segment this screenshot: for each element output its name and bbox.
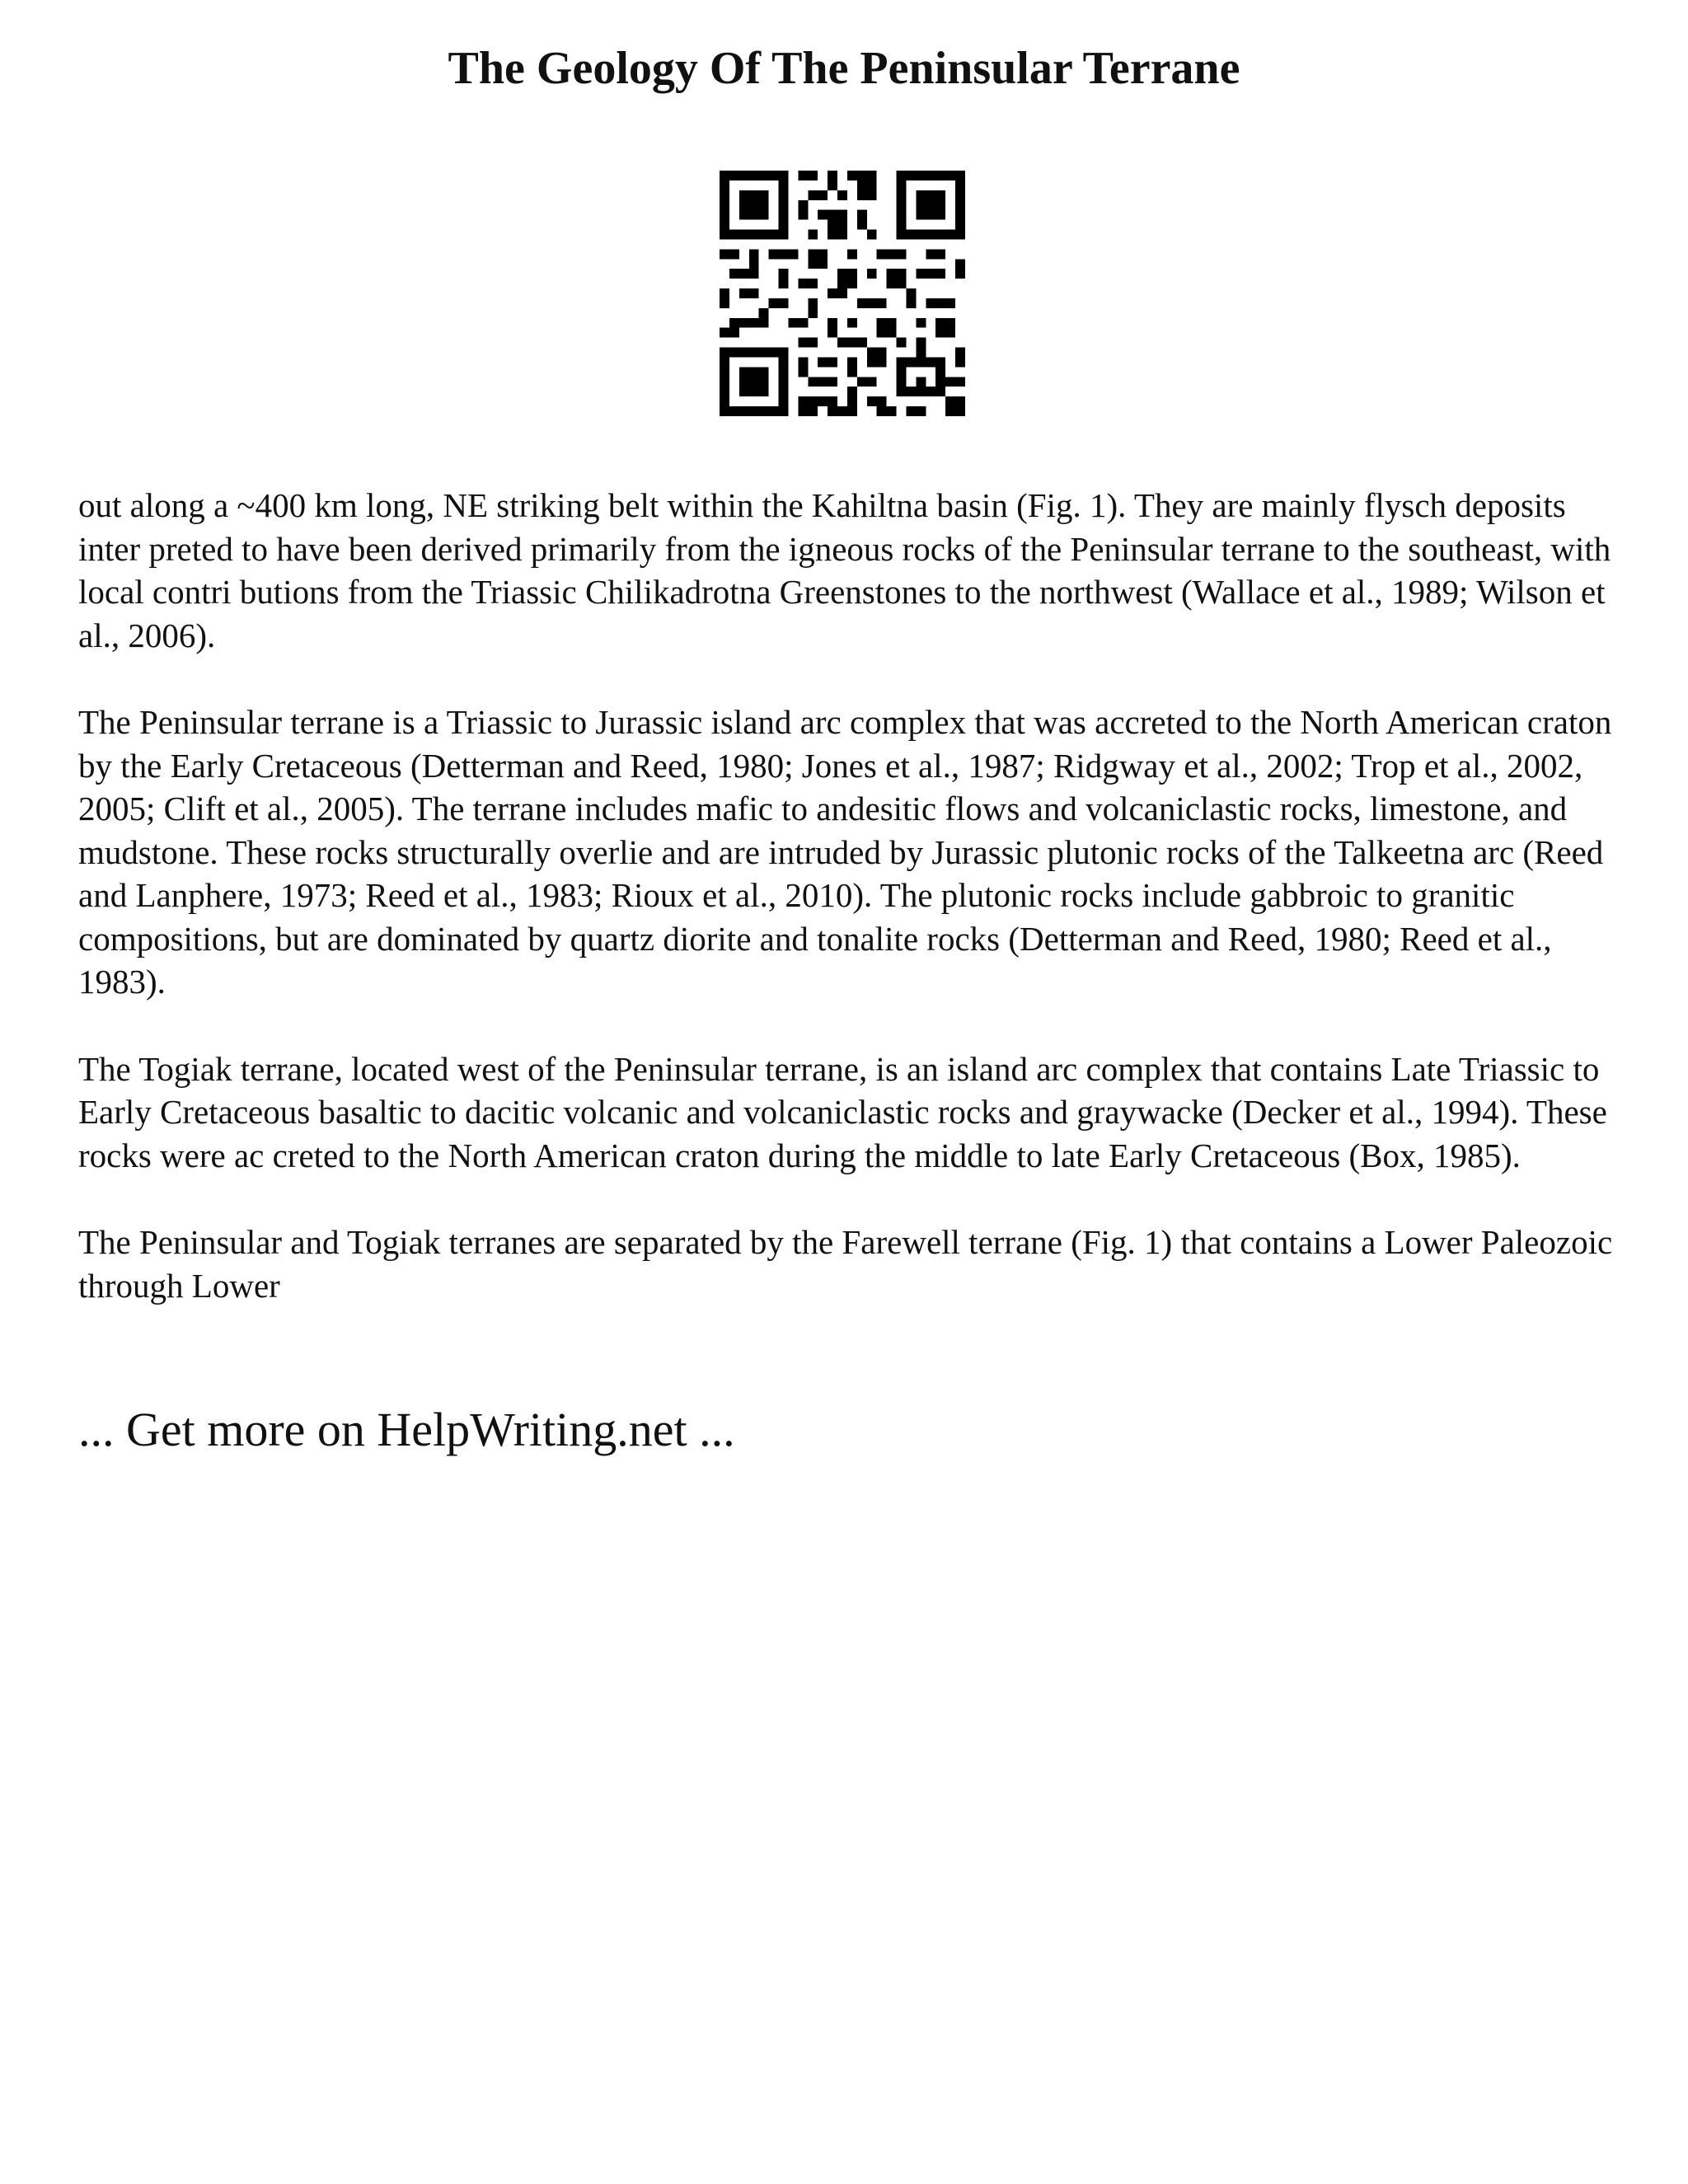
article-body (78, 484, 1628, 1351)
qr-code-graphic (720, 171, 965, 416)
get-more-link[interactable]: ... Get more on HelpWriting.net ... (78, 1403, 735, 1456)
qr-code-icon[interactable] (720, 171, 965, 416)
page-title: The Geology Of The Peninsular Terrane (448, 43, 1240, 94)
paragraph-4: The Peninsular and Togiak terranes are separated by the Farewell terrane (Fig. 1) that contains a Lower Paleozoic through Lower (78, 1223, 1613, 1305)
paragraph-3: The Togiak terrane, located west of the Peninsular terrane, is an island arc complex that contains Late Triassic to Early Cretaceous basaltic to dacitic volcanic and volcaniclastic rocks and graywacke (Decker et al., 1994). These rocks were ac creted to the North American craton during the middle to late Early Cretaceous (Box, 1985). (78, 1049, 1607, 1174)
paragraph-1: out along a ~400 km long, NE striking belt within the Kahiltna basin (Fig. 1). They are mainly flysch deposits inter preted to have been derived primarily from the igneous rocks of the Peninsular terrane to the southeast, with local contri butions from the Triassic Chilikadrotna Greenstones to the northwest (Wallace et al., 1989; Wilson et al., 2006). (78, 486, 1611, 654)
paragraph-2: The Peninsular terrane is a Triassic to Jurassic island arc complex that was accreted to the North American craton by the Early Cretaceous (Detterman and Reed, 1980; Jones et al., 1987; Ridgway et al., 2002; Trop et al., 2002, 2005; Clift et al., 2005). The terrane includes mafic to andesitic flows and volcaniclastic rocks, limestone, and mudstone. These rocks structurally overlie and are intruded by Jurassic plutonic rocks of the Talkeetna arc (Reed and Lanphere, 1973; Reed et al., 1983; Rioux et al., 2010). The plutonic rocks include gabbroic to granitic compositions, but are dominated by quartz diorite and tonalite rocks (Detterman and Reed, 1980; Reed et al., 1983). (78, 703, 1612, 1001)
